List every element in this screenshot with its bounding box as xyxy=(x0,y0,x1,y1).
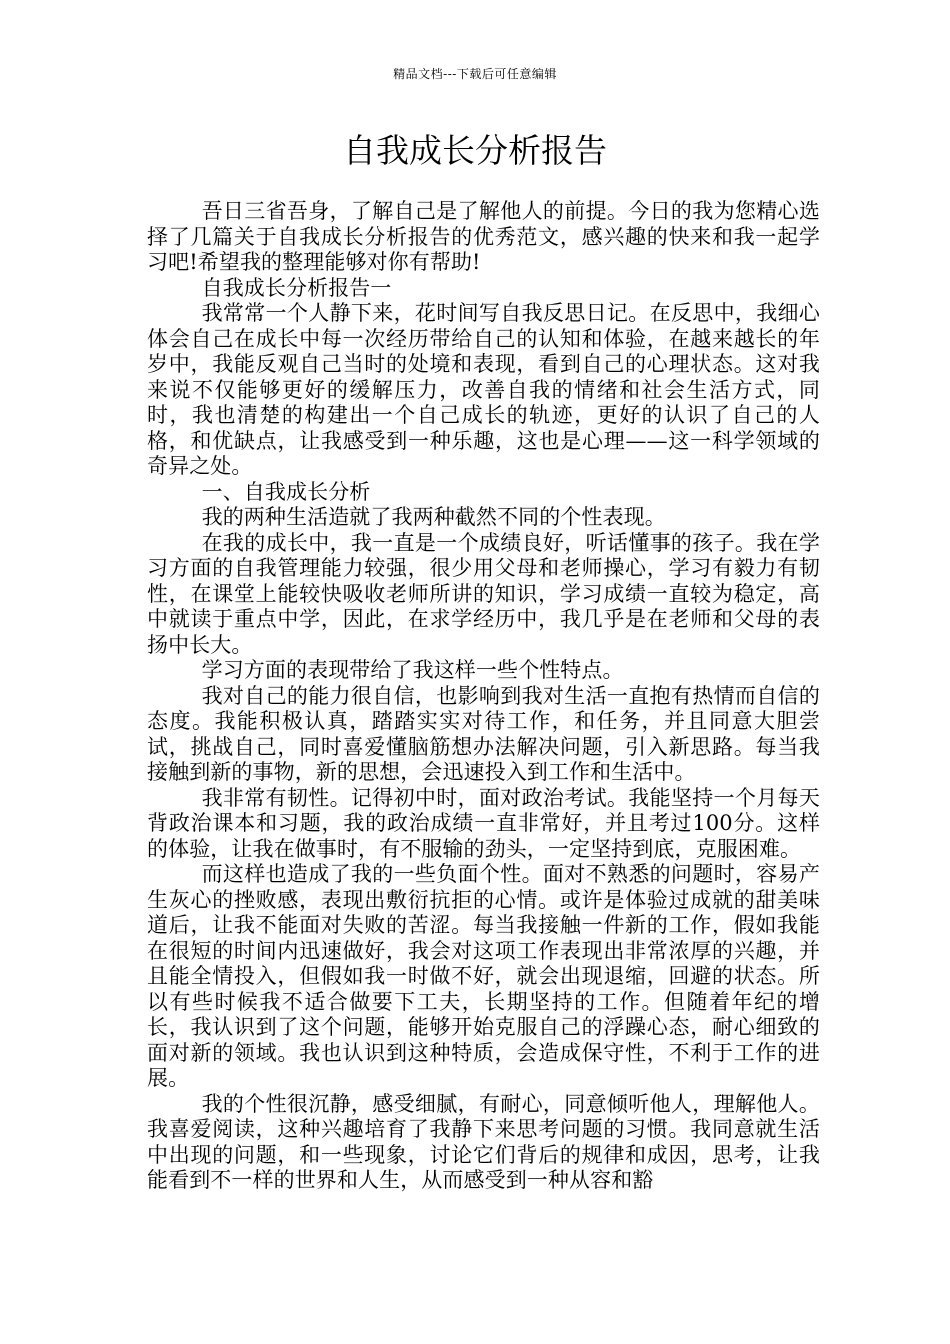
paragraph-intro: 吾日三省吾身，了解自己是了解他人的前提。今日的我为您精心选择了几篇关于自我成长分析报告的优秀范文，感兴趣的快来和我一起学习吧!希望我的整理能够对你有帮助! xyxy=(147,199,820,274)
paragraph: 而这样也造成了我的一些负面个性。面对不熟悉的问题时，容易产生灰心的挫败感，表现出敷衍抗拒的心情。或许是体验过成就的甜美味道后，让我不能面对失败的苦涩。每当我接触一件新的工作，假如我能在很短的时间内迅速做好，我会对这项工作表现出非常浓厚的兴趣，并且能全情投入，但假如我一时做不好，就会出现退缩，回避的状态。所以有些时候我不适合做要下工夫，长期坚持的工作。但随着年纪的增长，我认识到了这个问题，能够开始克服自己的浮躁心态，耐心细致的面对新的领域。我也认识到这种特质，会造成保守性，不利于工作的进展。 xyxy=(147,862,820,1090)
paragraph: 在我的成长中，我一直是一个成绩良好，听话懂事的孩子。我在学习方面的自我管理能力较强，很少用父母和老师操心，学习有毅力有韧性，在课堂上能较快吸收老师所讲的知识，学习成绩一直较为稳定，高中就读于重点中学，因此，在求学经历中，我几乎是在老师和父母的表扬中长大。 xyxy=(147,530,820,657)
document-title: 自我成长分析报告 xyxy=(343,131,607,170)
section-heading-growth-analysis: 一、自我成长分析 xyxy=(201,479,371,504)
paragraph: 我非常有韧性。记得初中时，面对政治考试。我能坚持一个月每天背政治课本和习题，我的政治成绩一直非常好，并且考过100分。这样的体验，让我在做事时，有不服输的劲头，一定坚持到底，克服困难。 xyxy=(147,785,820,861)
paragraph: 我的个性很沉静，感受细腻，有耐心，同意倾听他人，理解他人。我喜爱阅读，这种兴趣培育了我静下来思考问题的习惯。我同意就生活中出现的问题，和一些现象，讨论它们背后的规律和成因，思考，让我能看到不一样的世界和人生，从而感受到一种从容和豁 xyxy=(147,1091,820,1192)
paragraph: 我对自己的能力很自信，也影响到我对生活一直抱有热情而自信的态度。我能积极认真，踏踏实实对待工作，和任务，并且同意大胆尝试，挑战自己，同时喜爱懂脑筋想办法解决问题，引入新思路。每当我接触到新的事物，新的思想，会迅速投入到工作和生活中。 xyxy=(147,683,820,784)
section-heading-report-one: 自我成长分析报告一 xyxy=(201,275,392,300)
header-note: 精品文档---下载后可任意编辑 xyxy=(393,67,557,81)
paragraph: 我的两种生活造就了我两种截然不同的个性表现。 xyxy=(201,505,666,529)
paragraph: 我常常一个人静下来，花时间写自我反思日记。在反思中，我细心体会自己在成长中每一次经历带给自己的认知和体验，在越来越长的年岁中，我能反观自己当时的处境和表现，看到自己的心理状态。这对我来说不仅能够更好的缓解压力，改善自我的情绪和社会生活方式，同时，我也清楚的构建出一个自己成长的轨迹，更好的认识了自己的人格，和优缺点，让我感受到一种乐趣，这也是心理——这一科学领域的奇异之处。 xyxy=(147,301,820,478)
paragraph: 学习方面的表现带给了我这样一些个性特点。 xyxy=(201,658,624,682)
document-body xyxy=(147,199,820,1194)
